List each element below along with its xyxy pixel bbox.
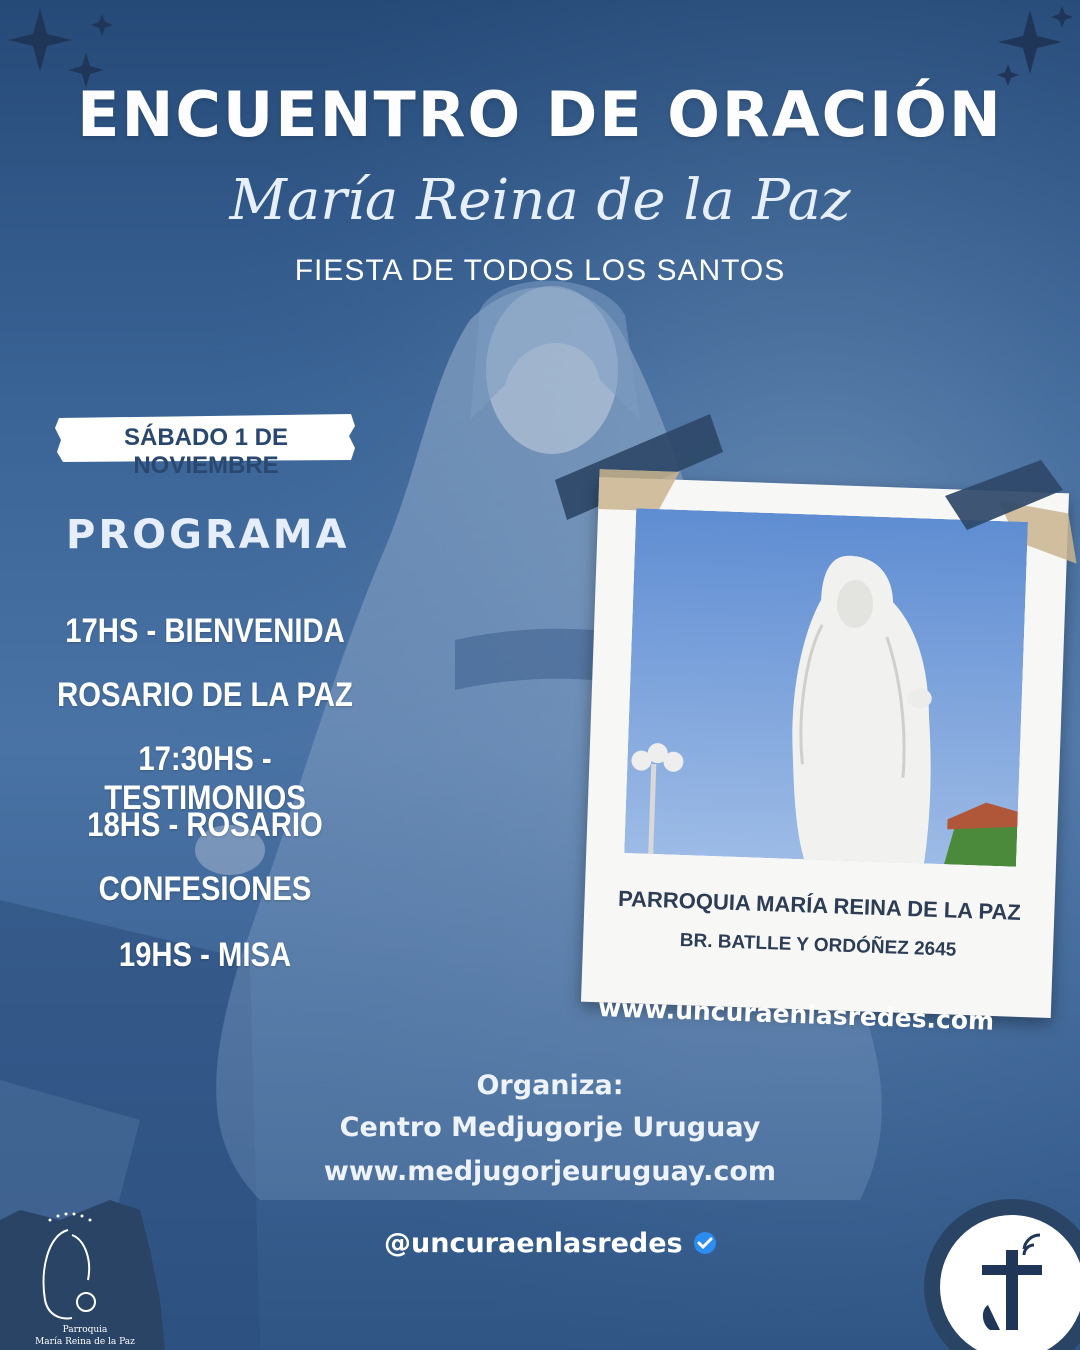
parish-logo-text: Parroquia xyxy=(62,1325,108,1335)
parish-logo-text: María Reina de la Paz xyxy=(35,1337,135,1347)
cross-logo xyxy=(920,1195,1080,1350)
social-handle[interactable] xyxy=(384,1228,718,1259)
event-date: SÁBADO 1 DE NOVIEMBRE xyxy=(123,424,289,479)
program-item: ROSARIO DE LA PAZ xyxy=(57,676,353,714)
event-title: ENCUENTRO DE ORACIÓN xyxy=(77,78,1003,151)
program-item: CONFESIONES xyxy=(98,870,312,908)
occasion-text: FIESTA DE TODOS LOS SANTOS xyxy=(294,254,786,287)
website-link[interactable]: www.uncuraenlasredes.com xyxy=(597,993,995,1036)
organizer-name: Centro Medjugorje Uruguay xyxy=(339,1112,761,1143)
statue-photo xyxy=(624,508,1028,866)
organizer-website[interactable]: www.medjugorjeuruguay.com xyxy=(323,1156,777,1187)
program-item: 19HS - MISA xyxy=(118,936,292,974)
photo-card xyxy=(581,477,1069,1018)
social-handle-text: @uncuraenlasredes xyxy=(384,1228,683,1259)
tape-strip-right xyxy=(945,460,1065,550)
parish-address: BR. BATLLE Y ORDÓÑEZ 2645 xyxy=(679,930,957,961)
parish-logo xyxy=(0,1190,170,1350)
program-item: 17HS - BIENVENIDA xyxy=(65,612,345,650)
event-subtitle: María Reina de la Paz xyxy=(229,168,851,233)
program-item: 17:30HS - TESTIMONIOS xyxy=(104,740,306,817)
organizer-label: Organiza: xyxy=(476,1070,624,1101)
parish-name: PARROQUIA MARÍA REINA DE LA PAZ xyxy=(617,885,1022,925)
program-heading: PROGRAMA xyxy=(66,512,350,558)
verified-badge-icon xyxy=(692,1230,718,1256)
program-item: 18HS - ROSARIO xyxy=(87,806,323,844)
